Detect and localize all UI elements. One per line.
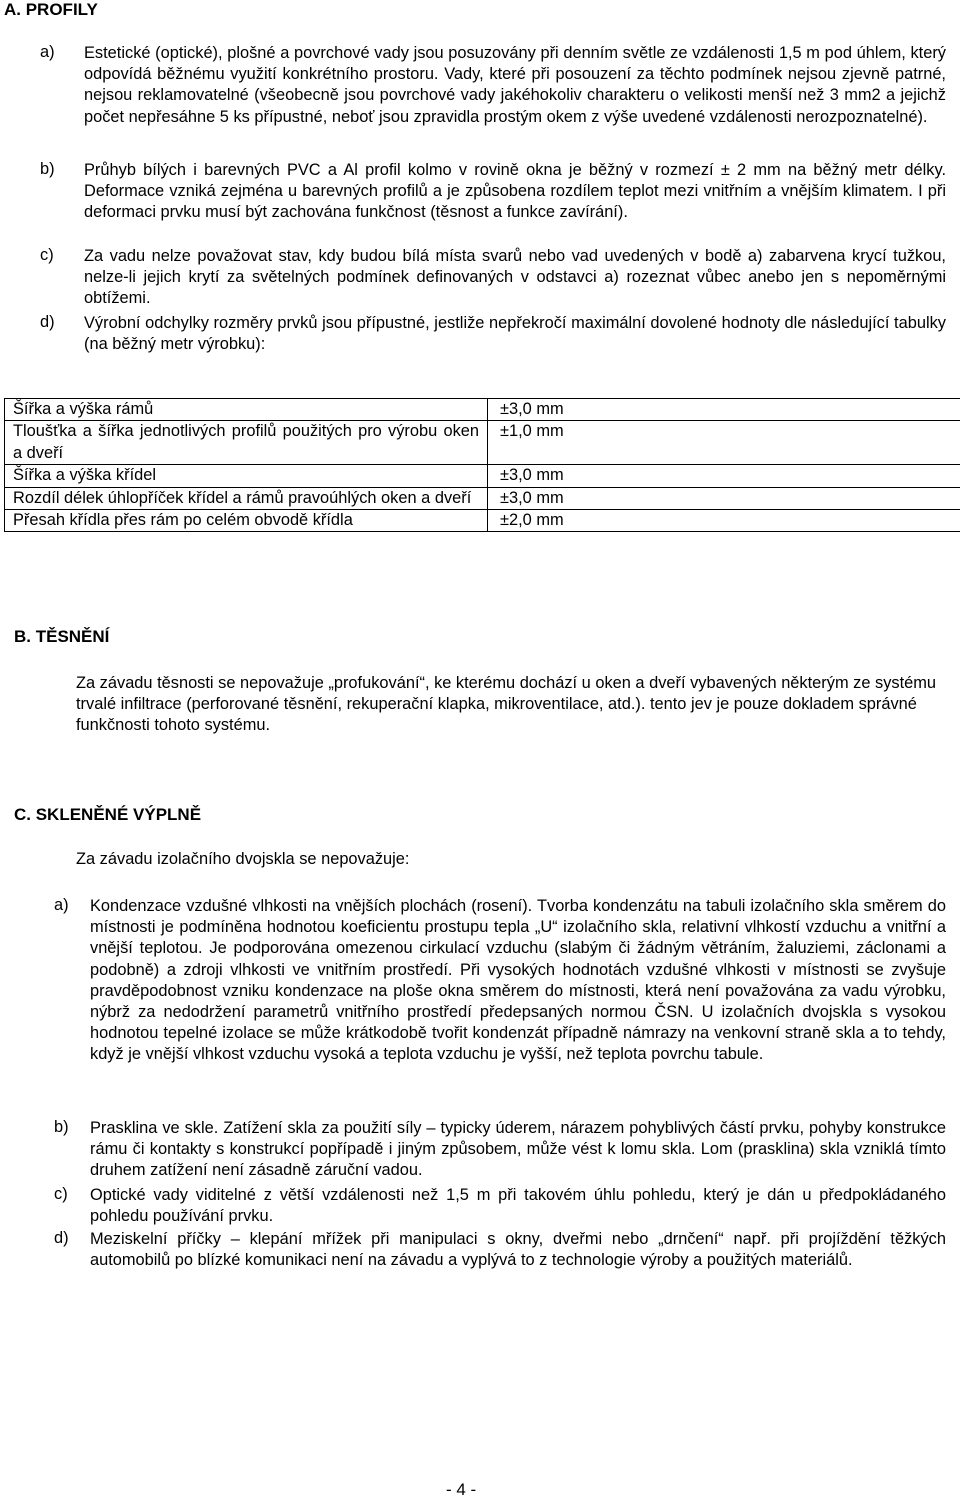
item-c-c-marker: c) [54,1185,68,1203]
table-cell-label: Tloušťka a šířka jednotlivých profilů použitých pro výrobu oken a dveří [5,421,488,465]
section-b-text: Za závadu těsnosti se nepovažuje „profukování“, ke kterému dochází u oken a dveří vybavených některým ze systému trvalé infiltrace (perforované těsnění, rekuperační klapka, mikroventilace, atd.). tento jev je pouze dokladem správné funkčnosti tohoto systému. [76,674,937,735]
item-c-d-text: Meziskelní příčky – klepání mřížek při manipulaci s okny, dveřmi nebo „drnčení“ např. při projíždění těžkých automobilů po blízké komunikaci není na závadu a vyplývá to z technologie výroby a použitých materiálů. [90,1230,946,1270]
section-b-heading: B. TĚSNĚNÍ [14,627,110,646]
item-a-marker: a) [40,43,55,61]
item-c-marker: c) [40,246,54,264]
item-c-a-text: Kondenzace vzdušné vlhkosti na vnějších plochách (rosení). Tvorba kondenzátu na tabuli izolačního skla směrem do místnosti je podmíněna hodnotou koeficientu prostupu tepla „U“ izolačního skla, relativní vlhkostí vzduchu a vnitřní a vnější teplotou. Je podporována omezenou cirkulací vzduchu (slabým či žádným větráním, žaluziemi, záclonami a podobně) a zdroji vlhkosti ve vnitřním prostředí. Při vysokých hodnotách vzdušné vlhkosti v místnosti se zvyšuje pravděpodobnost vzniku kondenzace na ploše okna směrem do místnosti, která není považována za vadu výrobku, nýbrž za nedodržení parametrů vnitřního prostředí předepsaných normou ČSN. U izolačních dvojskla s vysokou hodnotou tepelné izolace se může krátkodobě tvořit kondenzát případně námrazy na venkovní straně skla a to tehdy, když je vnější vlhkost vzduchu vysoká a teplota vzduchu je vyšší, než teplota povrchu tabule. [90,897,946,1064]
section-a-heading: A. PROFILY [4,0,98,19]
item-d-marker: d) [40,313,55,331]
tolerance-table [4,398,960,532]
table-row [5,510,960,532]
item-c-b-marker: b) [54,1118,69,1136]
table-cell-value: ±3,0 mm [488,465,960,487]
table-cell-value: ±3,0 mm [488,487,960,509]
section-c-intro: Za závadu izolačního dvojskla se nepovažuje: [76,850,410,868]
table-cell-value: ±2,0 mm [488,510,960,532]
item-b-text: Průhyb bílých i barevných PVC a Al profil kolmo v rovině okna je běžný v rozmezí ± 2 mm na běžný metr délky. Deformace vzniká zejména u barevných profilů a je způsobena rozdílem teplot mezi vnitřním a vnějším klimatem. I při deformaci prvku musí být zachována funkčnost (těsnost a funkce zavírání). [84,161,946,222]
item-a-text: Estetické (optické), plošné a povrchové vady jsou posuzovány při denním světle ze vzdálenosti 1,5 m pod úhlem, který odpovídá běžnému využití konkrétního prostoru. Vady, které při posouzení za těchto podmínek nejsou zjevně patrné, nejsou reklamovatelné (všeobecně jsou povrchové vady jakéhokoliv charakteru o velikosti menší než 3 mm2 a jejichž počet nepřesáhne 5 ks přípustné, neboť jsou zpravidla prostým okem z výše uvedené vzdálenosti nerozpoznatelné). [84,44,946,126]
table-row [5,421,960,465]
item-d-text: Výrobní odchylky rozměry prvků jsou přípustné, jestliže nepřekročí maximální dovolené hodnoty dle následující tabulky (na běžný metr výrobku): [84,314,946,354]
table-cell-label: Šířka a výška rámů [5,399,488,421]
item-c-c-text: Optické vady viditelné z větší vzdálenosti než 1,5 m při takovém úhlu pohledu, který je dán u předpokládaného pohledu používání prvku. [90,1186,946,1226]
table-cell-value: ±3,0 mm [488,399,960,421]
section-c-heading: C. SKLENĚNÉ VÝPLNĚ [14,805,202,824]
item-c-a-marker: a) [54,896,69,914]
table-cell-label: Šířka a výška křídel [5,465,488,487]
table-cell-label: Přesah křídla přes rám po celém obvodě křídla [5,510,488,532]
item-c-b-text: Prasklina ve skle. Zatížení skla za použití síly – typicky úderem, nárazem pohyblivých částí prvku, pohyby konstrukce rámu či kontakty s konstrukcí popřípadě i jiným způsobem, může vést k lomu skla. Lom (prasklina) skla vzniklá tímto druhem zatížení není zásadně záruční vadou. [90,1119,946,1180]
item-c-d-marker: d) [54,1229,69,1247]
table-row [5,465,960,487]
table-cell-label: Rozdíl délek úhlopříček křídel a rámů pravoúhlých oken a dveří [5,487,488,509]
table-cell-value: ±1,0 mm [488,421,960,465]
page-number: - 4 - [446,1480,477,1499]
table-row [5,487,960,509]
item-c-text: Za vadu nelze považovat stav, kdy budou bílá místa svarů nebo vad uvedených v bodě a) zabarvena krycí tužkou, nelze-li jejich krytí za světelných podmínek definovaných v odstavci a) rozeznat vůbec anebo jen s nepoměrnými obtížemi. [84,247,946,308]
item-b-marker: b) [40,160,55,178]
table-row [5,399,960,421]
